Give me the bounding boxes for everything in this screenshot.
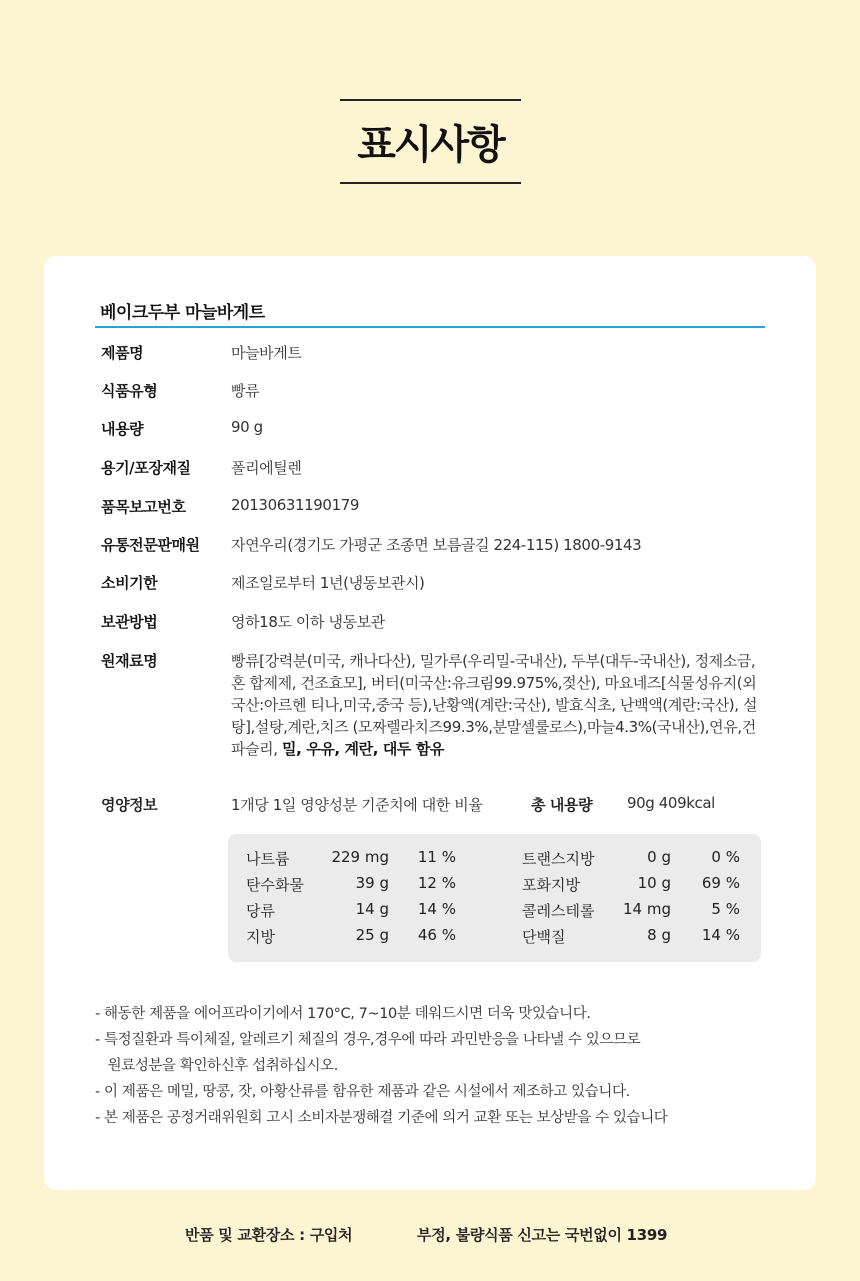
product-name: 베이크두부 마늘바게트 — [100, 303, 265, 323]
info-value: 마늘바게트 — [231, 344, 302, 362]
nutrient-pct: 12 % — [417, 874, 456, 892]
nutrient-name: 포화지방 — [522, 876, 580, 894]
info-value: 20130631190179 — [231, 496, 360, 514]
report-hotline: 부정, 불량식품 신고는 국번없이 1399 — [417, 1226, 668, 1244]
nutrient-pct: 5 % — [711, 900, 740, 918]
info-value: 영하18도 이하 냉동보관 — [231, 613, 385, 631]
note-item: - 이 제품은 메밀, 땅콩, 잣, 아황산류를 함유한 제품과 같은 시설에서 제조하고 있습니다. — [95, 1084, 630, 1100]
page-title: 표시사항 — [357, 122, 504, 168]
note-item: - 본 제품은 공정거래위원회 고시 소비자분쟁해결 기준에 의거 교환 또는 보상받을 수 있습니다 — [95, 1110, 668, 1126]
nutrient-amount: 39 g — [355, 874, 389, 892]
nutrient-amount: 8 g — [647, 926, 671, 944]
nutrient-name: 단백질 — [522, 928, 566, 946]
nutrient-name: 당류 — [246, 902, 275, 920]
nutrient-name: 콜레스테롤 — [522, 902, 595, 920]
info-label: 식품유형 — [101, 382, 158, 400]
nutrient-pct: 14 % — [417, 900, 456, 918]
nutrient-pct: 69 % — [701, 874, 740, 892]
nutrient-amount: 14 mg — [623, 900, 671, 918]
info-value: 90 g — [231, 418, 263, 436]
info-value: 빵류 — [231, 382, 260, 400]
info-value: 제조일로부터 1년(냉동보관시) — [231, 574, 425, 592]
nutrient-name: 나트륨 — [246, 850, 290, 868]
nutrient-pct: 46 % — [417, 926, 456, 944]
nutrient-name: 탄수화물 — [246, 876, 304, 894]
info-label: 원재료명 — [101, 652, 158, 670]
info-label: 소비기한 — [101, 574, 158, 592]
info-label: 품목보고번호 — [101, 498, 186, 516]
note-item: - 특정질환과 특이체질, 알레르기 체질의 경우,경우에 따라 과민반응을 나타낼 수 있으므로 — [95, 1032, 641, 1048]
label-card — [44, 256, 816, 1190]
info-value: 폴리에틸렌 — [231, 459, 302, 477]
note-item: 원료성분을 확인하신후 섭취하십시오. — [95, 1058, 338, 1074]
divider — [95, 326, 765, 328]
nutrition-table — [228, 834, 761, 962]
nutrient-amount: 0 g — [647, 848, 671, 866]
info-label: 보관방법 — [101, 613, 158, 631]
nutrition-basis: 1개당 1일 영양성분 기준치에 대한 비율 — [231, 796, 483, 814]
total-content-value: 90g 409kcal — [627, 794, 715, 812]
ingredients-text — [231, 650, 761, 760]
nutrient-amount: 229 mg — [331, 848, 389, 866]
total-content-label: 총 내용량 — [531, 796, 593, 814]
nutrient-pct: 14 % — [701, 926, 740, 944]
nutrient-pct: 0 % — [711, 848, 740, 866]
info-label: 용기/포장재질 — [101, 459, 191, 477]
info-value: 자연우리(경기도 가평군 조종면 보름골길 224-115) 1800-9143 — [231, 536, 642, 554]
info-label: 제품명 — [101, 344, 144, 362]
note-item: - 해동한 제품을 에어프라이기에서 170°C, 7~10분 데워드시면 더욱 맛있습니다. — [95, 1006, 591, 1022]
page-title-frame — [340, 99, 521, 184]
nutrient-pct: 11 % — [417, 848, 456, 866]
nutrient-name: 트랜스지방 — [522, 850, 595, 868]
return-place: 반품 및 교환장소 : 구입처 — [185, 1226, 353, 1244]
info-label: 내용량 — [101, 420, 144, 438]
nutrient-amount: 10 g — [637, 874, 671, 892]
notes-list — [95, 1002, 667, 1132]
nutrient-name: 지방 — [246, 928, 275, 946]
nutrient-amount: 14 g — [355, 900, 389, 918]
ingredients-list: 빵류[강력분(미국, 캐나다산), 밀가루(우리밀-국내산), 두부(대두-국내산), 정제소금, 혼 합제제, 건조효모], 버터(미국산:유크림99.975%,젖산), 마요네즈[식물성유지(외국산:아르헨 티나,미국,중국 등),난황액(계란:국산), 발효식초, 난백액(계란:국산), 설탕],설탕,계란,치즈 (모짜렐라치즈99.3%,분말셀룰로스),마늘4.3%(국내산),연유,건파슬리, — [231, 652, 758, 758]
nutrient-amount: 25 g — [355, 926, 389, 944]
info-label: 유통전문판매원 — [101, 536, 200, 554]
nutrition-label: 영양정보 — [101, 796, 158, 814]
allergen-text: 밀, 우유, 계란, 대두 함유 — [282, 740, 445, 758]
